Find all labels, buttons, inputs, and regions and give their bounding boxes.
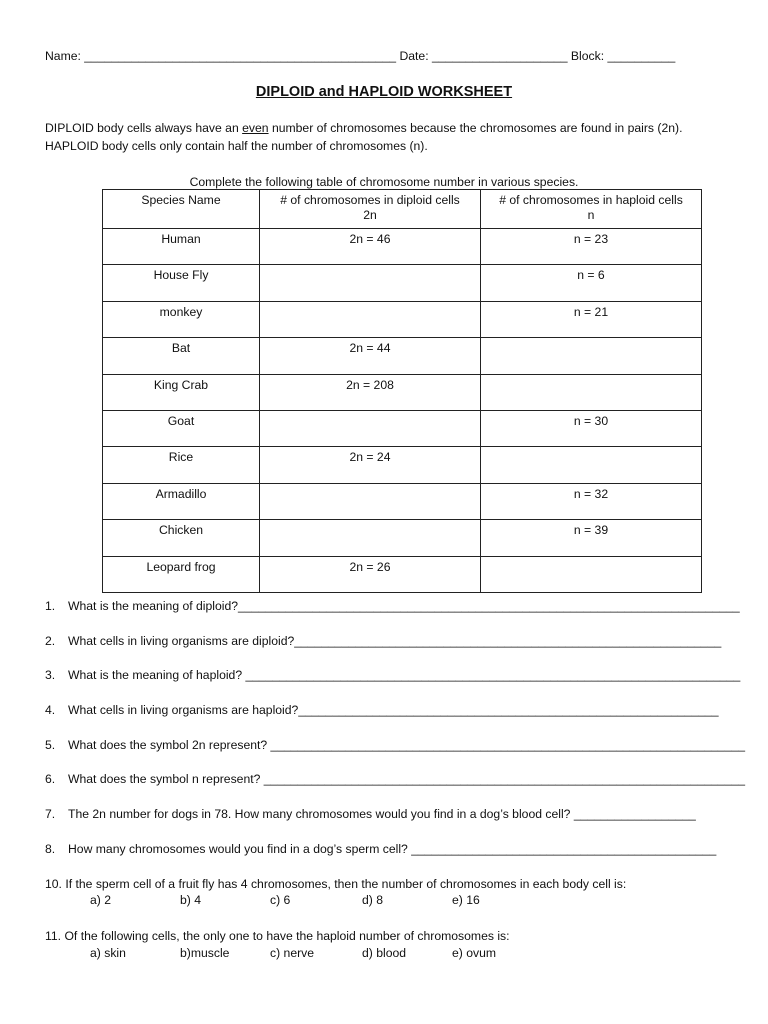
haploid-cell[interactable]: n = 30	[481, 410, 702, 446]
diploid-cell[interactable]: 2n = 208	[260, 374, 481, 410]
question-8[interactable]: 8. How many chromosomes would you find in a dog’s sperm cell? _____________________________________________	[45, 842, 717, 856]
species-cell: King Crab	[103, 374, 260, 410]
option-b[interactable]: b) 4	[180, 893, 202, 907]
option-d[interactable]: d) 8	[362, 893, 384, 907]
haploid-cell[interactable]	[481, 447, 702, 483]
intro-line-1-start: DIPLOID body cells always have an	[45, 121, 243, 135]
question-2[interactable]: 2. What cells in living organisms are diploid?_______________________________________________________________	[45, 634, 722, 648]
diploid-cell[interactable]	[260, 265, 481, 301]
intro-line-1-end: number of chromosomes because the chromosomes are found in pairs (2n).	[268, 121, 683, 135]
table-header-row	[103, 190, 702, 229]
diploid-cell[interactable]	[260, 483, 481, 519]
question-11: 11. Of the following cells, the only one to have the haploid number of chromosomes is:	[45, 929, 510, 943]
option-a[interactable]: a) 2	[90, 893, 112, 907]
question-7[interactable]: 7. The 2n number for dogs in 78. How many chromosomes would you find in a dog’s blood cell? __________________	[45, 807, 696, 821]
header-haploid: # of chromosomes in haploid cells n	[481, 190, 702, 229]
diploid-cell[interactable]: 2n = 26	[260, 556, 481, 592]
diploid-cell[interactable]	[260, 301, 481, 337]
question-3[interactable]: 3. What is the meaning of haploid? _________________________________________________________________________	[45, 668, 741, 682]
species-cell: Bat	[103, 338, 260, 374]
header-fields: Name: ______________________________________________ Date: ____________________ Block: __________	[45, 49, 676, 63]
table-row	[103, 338, 702, 374]
haploid-cell[interactable]: n = 21	[481, 301, 702, 337]
option-c[interactable]: c) 6	[270, 893, 291, 907]
species-cell: Goat	[103, 410, 260, 446]
haploid-cell[interactable]: n = 39	[481, 520, 702, 556]
species-cell: Leopard frog	[103, 556, 260, 592]
diploid-cell[interactable]	[260, 520, 481, 556]
table-caption: Complete the following table of chromosome number in various species.	[189, 175, 579, 189]
diploid-cell[interactable]: 2n = 44	[260, 338, 481, 374]
table-row	[103, 229, 702, 265]
question-10: 10. If the sperm cell of a fruit fly has 4 chromosomes, then the number of chromosomes in each body cell is:	[45, 877, 627, 891]
question-5[interactable]: 5. What does the symbol 2n represent? ______________________________________________________________________	[45, 738, 746, 752]
question-1[interactable]: 1. What is the meaning of diploid?__________________________________________________________________________	[45, 599, 740, 613]
diploid-cell[interactable]: 2n = 24	[260, 447, 481, 483]
species-cell: House Fly	[103, 265, 260, 301]
question-4[interactable]: 4. What cells in living organisms are haploid?______________________________________________________________	[45, 703, 719, 717]
species-cell: Armadillo	[103, 483, 260, 519]
option-d[interactable]: d) blood	[362, 946, 407, 960]
chromosome-table	[102, 189, 702, 593]
table-row	[103, 265, 702, 301]
table-row	[103, 520, 702, 556]
intro-line-1	[45, 121, 682, 135]
option-a[interactable]: a) skin	[90, 946, 126, 960]
haploid-cell[interactable]: n = 6	[481, 265, 702, 301]
table-row	[103, 410, 702, 446]
haploid-cell[interactable]	[481, 374, 702, 410]
option-e[interactable]: e) ovum	[452, 946, 497, 960]
table-row	[103, 374, 702, 410]
haploid-cell[interactable]: n = 23	[481, 229, 702, 265]
diploid-cell[interactable]	[260, 410, 481, 446]
species-cell: Human	[103, 229, 260, 265]
option-b[interactable]: b)muscle	[180, 946, 230, 960]
species-cell: monkey	[103, 301, 260, 337]
question-6[interactable]: 6. What does the symbol n represent? _______________________________________________________________________	[45, 772, 746, 786]
haploid-cell[interactable]	[481, 556, 702, 592]
table-row	[103, 556, 702, 592]
worksheet-title: DIPLOID and HAPLOID WORKSHEET	[255, 84, 513, 100]
species-cell: Chicken	[103, 520, 260, 556]
option-e[interactable]: e) 16	[452, 893, 480, 907]
haploid-cell[interactable]	[481, 338, 702, 374]
intro-underlined-word: even	[242, 121, 269, 135]
table-row	[103, 301, 702, 337]
table-row	[103, 447, 702, 483]
header-species: Species Name	[103, 190, 260, 229]
option-c[interactable]: c) nerve	[270, 946, 315, 960]
header-diploid: # of chromosomes in diploid cells 2n	[260, 190, 481, 229]
table-row	[103, 483, 702, 519]
species-cell: Rice	[103, 447, 260, 483]
diploid-cell[interactable]: 2n = 46	[260, 229, 481, 265]
intro-line-2: HAPLOID body cells only contain half the number of chromosomes (n).	[45, 139, 428, 153]
haploid-cell[interactable]: n = 32	[481, 483, 702, 519]
